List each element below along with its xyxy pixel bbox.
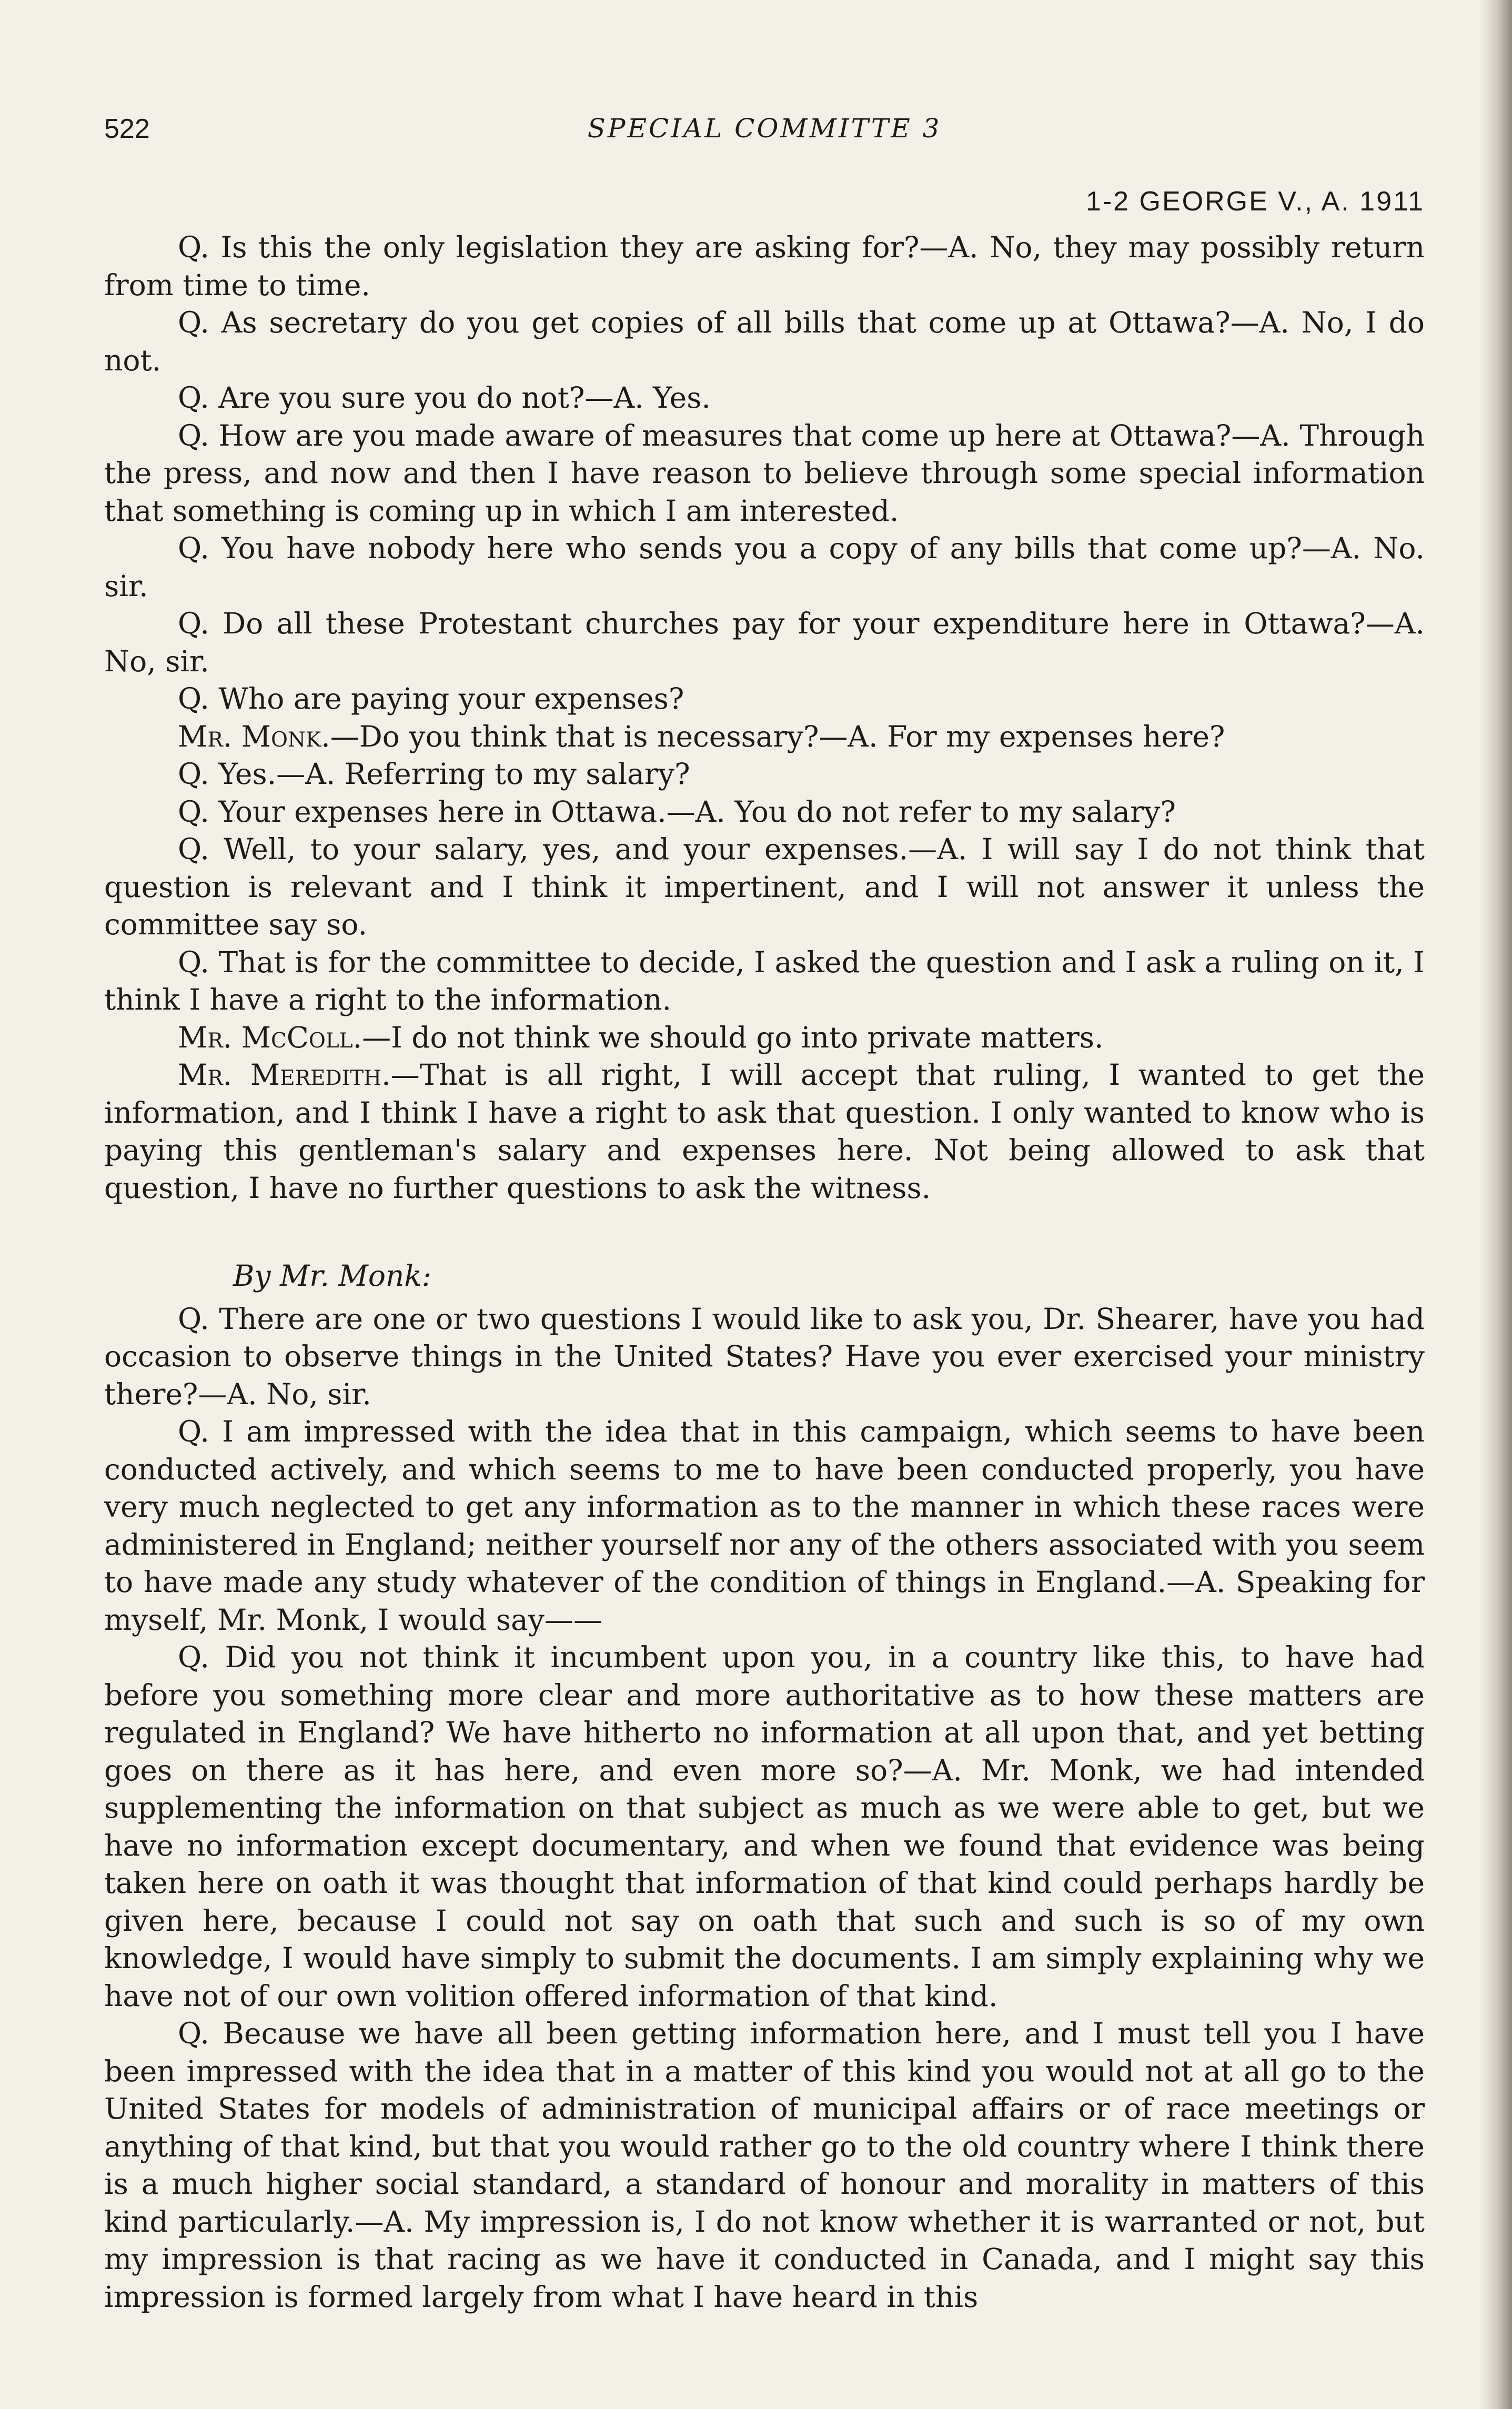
paragraph: Q. Do all these Protestant churches pay for your expenditure here in Ottawa?—A. No, sir. — [104, 607, 1425, 678]
document-body — [104, 229, 1425, 2316]
paragraph: Q. Is this the only legislation they are asking for?—A. No, they may possibly return from time to time. — [104, 230, 1425, 302]
paragraph: Q. Did you not think it incumbent upon you, in a country like this, to have had before you something more clear and more authoritative as to how these matters are regulated in England? We have hitherto no information at all upon that, and yet betting goes on there as it has here, and even more so?—A. Mr. Monk, we had intended supplementing the information on that subject as much as we were able to get, but we have no information except documentary, and when we found that evidence was being taken here on oath it was thought that information of that kind could perhaps hardly be given here, because I could not say on oath that such and such is so of my own knowledge, I would have simply to submit the documents. I am simply explaining why we have not of our own volition offered information of that kind. — [104, 1640, 1425, 2013]
paragraph: Q. As secretary do you get copies of all bills that come up at Ottawa?—A. No, I do not. — [104, 306, 1425, 377]
speaker-name: Mr. McColl. — [178, 1020, 362, 1054]
speaker-paragraph — [104, 1056, 1425, 1207]
speaker-text: —Do you think that is necessary?—A. For my expenses here? — [330, 719, 1225, 753]
page-number: 522 — [104, 114, 150, 144]
paragraph: Q. Your expenses here in Ottawa.—A. You do not refer to my salary? — [178, 794, 1176, 829]
paragraph: Q. Because we have all been getting information here, and I must tell you I have been impressed with the idea that in a matter of this kind you would not at all go to the United States for models of administration of municipal affairs or of race meetings or anything of that kind, but that you would rather go to the old country where I think there is a much higher social standard, a standard of honour and morality in matters of this kind particularly.—A. My impression is, I do not know whether it is warranted or not, but my impression is that racing as we have it conducted in Canada, and I might say this impression is formed largely from what I have heard in this — [104, 2017, 1425, 2314]
page-edge-shadow — [1479, 0, 1512, 2409]
speaker-paragraph — [104, 718, 1425, 756]
paragraph: Q. Well, to your salary, yes, and your expenses.—A. I will say I do not think that question is relevant and I think it impertinent, and I will not answer it unless the committee say so. — [104, 832, 1425, 941]
paragraph: Q. There are one or two questions I would like to ask you, Dr. Shearer, have you had occasion to observe things in the United States? Have you ever exercised your ministry there?—A. No, sir. — [104, 1302, 1425, 1411]
paragraph: Q. You have nobody here who sends you a copy of any bills that come up?—A. No. sir. — [104, 531, 1425, 603]
page-header — [104, 108, 1425, 155]
section-subheading: By Mr. Monk: — [233, 1259, 432, 1293]
paragraph: Q. Are you sure you do not?—A. Yes. — [178, 381, 711, 415]
speaker-name: Mr. Monk. — [178, 719, 330, 753]
paragraph: Q. Who are paying your expenses? — [178, 682, 684, 715]
document-page — [104, 108, 1425, 2316]
running-title: SPECIAL COMMITTE 3 — [587, 113, 942, 144]
session-line: 1-2 GEORGE V., A. 1911 — [1085, 186, 1425, 217]
paragraph: Q. That is for the committee to decide, I asked the question and I ask a ruling on it, I think I have a right to the information. — [104, 945, 1425, 1016]
speaker-name: Mr. Meredith. — [178, 1058, 391, 1092]
speaker-text: —That is all right, I will accept that ruling, I wanted to get the information, and I think I have a right to ask that question. I only wanted to know who is paying this gentleman's salary and expenses here. Not being allowed to ask that question, I have no further questions to ask the witness. — [104, 1058, 1425, 1205]
paragraph: Q. Yes.—A. Referring to my salary? — [178, 757, 690, 791]
paragraph: Q. I am impressed with the idea that in this campaign, which seems to have been conducted actively, and which seems to me to have been conducted properly, you have very much neglected to get any information as to the manner in which these races were administered in England; neither yourself nor any of the others associated with you seem to have made any study whatever of the condition of things in England.—A. Speaking for myself, Mr. Monk, I would say—— — [104, 1415, 1425, 1637]
paragraph: Q. How are you made aware of measures that come up here at Ottawa?—A. Through the press, and now and then I have reason to believe through some special information that something is coming up in which I am interested. — [104, 418, 1425, 528]
speaker-paragraph — [104, 1019, 1425, 1057]
speaker-text: —I do not think we should go into private matters. — [362, 1020, 1104, 1054]
